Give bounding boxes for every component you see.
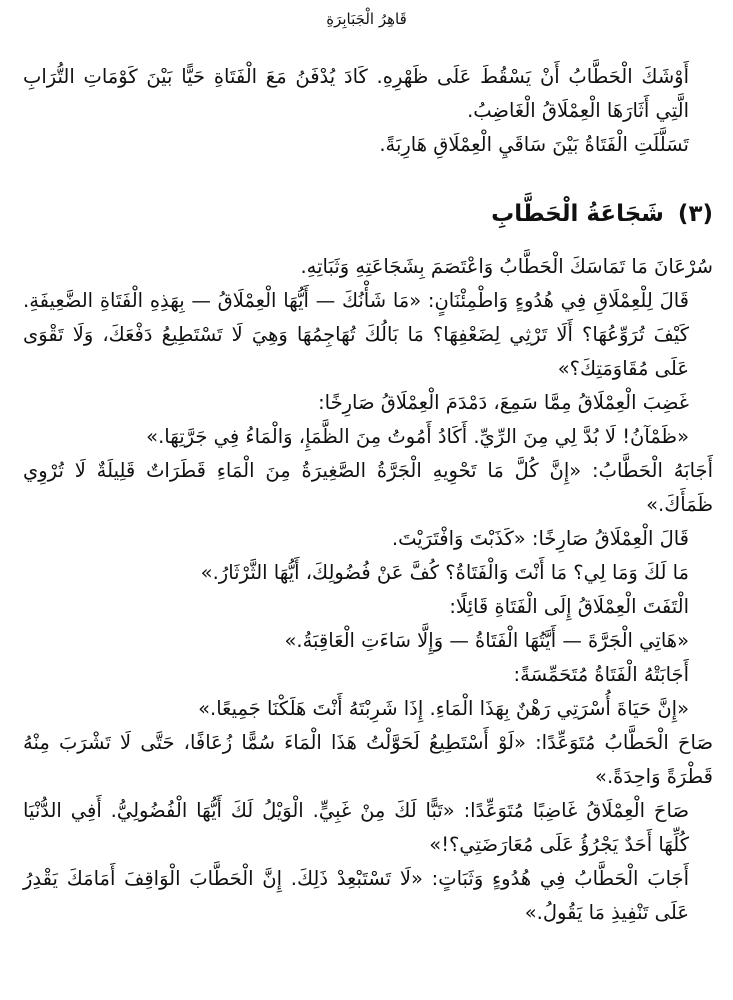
paragraph: تَسَلَّلَتِ الْفَتَاةُ بَيْنَ سَاقَيِ الْعِمْلَاقِ هَارِبَةً. <box>379 133 689 156</box>
paragraph: قَالَ الْعِمْلَاقُ صَارِخًا: «كَذَبْتَ وَافْتَرَيْتَ. <box>391 527 689 550</box>
page-body <box>23 60 713 930</box>
paragraph: قَالَ لِلْعِمْلَاقِ فِي هُدُوءٍ وَاطْمِئْنَانٍ: «مَا شَأْنُكَ — أَيُّهَا الْعِمْلَاقُ — بِهَذِهِ الْفَتَاةِ الضَّعِيفَةِ. كَيْفَ تُرَوِّعُهَا؟ أَلَا تَرْثِي لِضَعْفِهَا؟ مَا بَالُكَ تُهَاجِمُهَا وَهِيَ لَا تَسْتَطِيعُ دَفْعَكَ، وَلَا تَقْوَى عَلَى مُقَاوَمَتِكَ؟» <box>23 289 689 380</box>
paragraph: أَجَابَ الْحَطَّابُ فِي هُدُوءٍ وَثَبَاتٍ: «لَا تَسْتَبْعِدْ ذَلِكَ. إِنَّ الْحَطَّابَ الْوَاقِفَ أَمَامَكَ يَقْدِرُ عَلَى تَنْفِيذِ مَا يَقُولُ.» <box>23 867 689 924</box>
paragraph: غَضِبَ الْعِمْلَاقُ مِمَّا سَمِعَ، دَمْدَمَ الْعِمْلَاقُ صَارِخًا: <box>318 391 689 414</box>
paragraph: أَجَابَهُ الْحَطَّابُ: «إِنَّ كُلَّ مَا تَحْوِيهِ الْجَرَّةُ الصَّغِيرَةُ مِنَ الْمَاءِ قَطَرَاتٌ قَلِيلَةٌ لَا تُرْوِي ظَمَأَكَ.» <box>23 459 713 516</box>
paragraph: «ظَمْآنُ! لَا بُدَّ لِي مِنَ الرِّيِّ. أَكَادُ أَمُوتُ مِنَ الظَّمَإِ، وَالْمَاءُ فِي جَرَّتِهَا.» <box>146 425 689 448</box>
paragraph: سُرْعَانَ مَا تَمَاسَكَ الْحَطَّابُ وَاعْتَصَمَ بِشَجَاعَتِهِ وَثَبَاتِهِ. <box>300 255 713 278</box>
paragraph: أَجَابَتْهُ الْفَتَاةُ مُتَحَمِّسَةً: <box>513 663 689 686</box>
paragraph: الْتَفَتَ الْعِمْلَاقُ إِلَى الْفَتَاةِ قَائِلًا: <box>449 595 689 618</box>
section-heading <box>23 196 713 232</box>
paragraph: مَا لَكَ وَمَا لِي؟ مَا أَنْتَ وَالْفَتَاةُ؟ كُفَّ عَنْ فُضُولِكَ، أَيُّهَا الثَّرْثَارُ.» <box>200 561 689 584</box>
paragraph: صَاحَ الْعِمْلَاقُ غَاضِبًا مُتَوَعِّدًا: «تَبًّا لَكَ مِنْ غَبِيٍّ. الْوَيْلُ لَكَ أَيُّهَا الْفُضُولِيُّ. أَفِي الدُّنْيَا كُلِّهَا أَحَدٌ يَجْرُؤُ عَلَى مُعَارَضَتِي؟!» <box>23 799 689 856</box>
paragraph: صَاحَ الْحَطَّابُ مُتَوَعِّدًا: «لَوْ أَسْتَطِيعُ لَحَوَّلْتُ هَذَا الْمَاءَ سُمًّا زُعَافًا، حَتَّى لَا تَشْرَبَ مِنْهُ قَطْرَةً وَاحِدَةً.» <box>23 731 713 788</box>
running-header: قَاهِرُ الْجَبَابِرَةِ <box>326 10 407 28</box>
section-number: (٣) <box>677 201 713 227</box>
paragraph: «هَاتِي الْجَرَّةَ — أَيَّتُهَا الْفَتَاةُ — وَإِلَّا سَاءَتِ الْعَاقِبَةُ.» <box>284 629 689 652</box>
paragraph: «إِنَّ حَيَاةَ أُسْرَتِي رَهْنٌ بِهَذَا الْمَاءِ. إِذَا شَرِبْتَهُ أَنْتَ هَلَكْنَا جَمِيعًا.» <box>198 697 689 720</box>
section-title: شَجَاعَةُ الْحَطَّابِ <box>491 201 664 227</box>
paragraph: أَوْشَكَ الْحَطَّابُ أَنْ يَسْقُطَ عَلَى ظَهْرِهِ. كَادَ يُدْفَنُ مَعَ الْفَتَاةِ حَيًّا بَيْنَ كَوْمَاتِ التُّرَابِ الَّتِي أَثَارَهَا الْعِمْلَاقُ الْغَاضِبُ. <box>23 65 689 122</box>
